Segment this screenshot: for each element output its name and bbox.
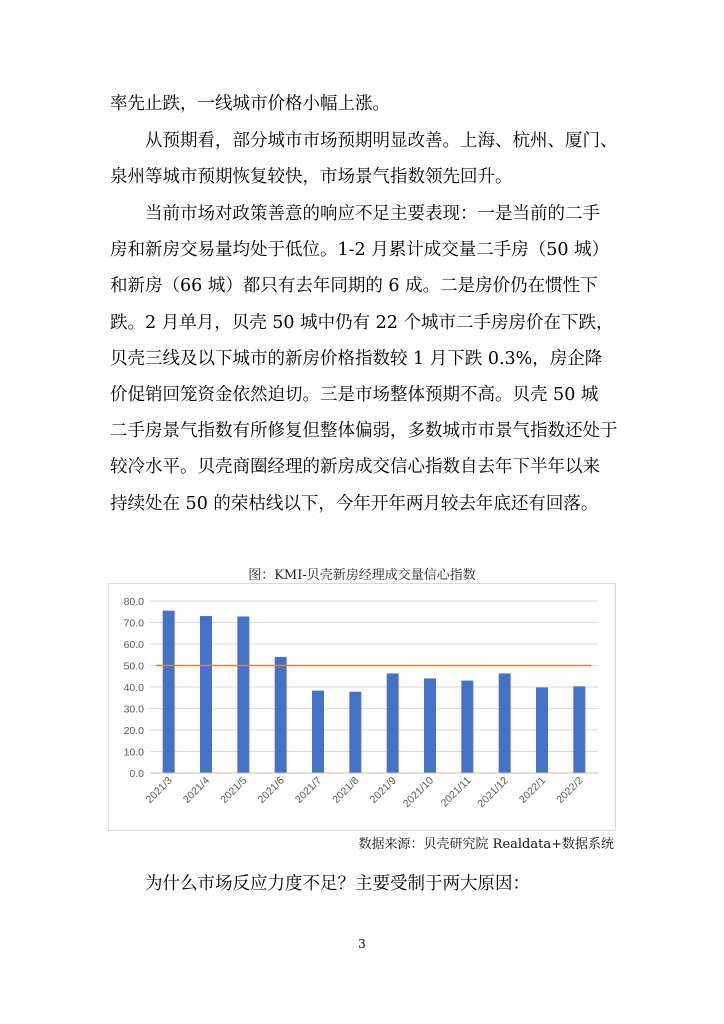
bar [312, 691, 324, 773]
bar [387, 673, 399, 773]
figure-source: 数据来源：贝壳研究院 Realdata+数据系统 [358, 837, 614, 852]
y-tick-label: 40.0 [123, 682, 144, 694]
bar [573, 686, 585, 773]
y-tick-label: 70.0 [123, 617, 144, 630]
text-line: 泉州等城市预期恢复较快，市场景气指数领先回升。 [110, 167, 513, 188]
bar [499, 673, 511, 773]
bar [163, 611, 175, 773]
bar [275, 657, 287, 773]
x-tick-label: 2021/8 [330, 774, 362, 806]
y-tick-label: 0.0 [129, 768, 144, 780]
text-line: 二手房景气指数有所修复但整体偏弱，多数城市市景气指数还处于 [110, 421, 618, 442]
bar [461, 681, 473, 773]
y-tick-label: 30.0 [123, 703, 144, 716]
text-line: 从预期看，部分城市市场预期明显改善。上海、杭州、厦门、 [110, 131, 618, 151]
x-tick-label: 2021/12 [475, 774, 511, 810]
page-number: 3 [358, 937, 366, 951]
text-line: 较冷水平。贝壳商圈经理的新房成交信心指数自去年下半年以来 [110, 457, 600, 478]
figure-caption: 图：KMI-贝壳新房经理成交量信心指数 [248, 568, 476, 583]
text-line: 当前市场对政策善意的响应不足主要表现：一是当前的二手 [110, 204, 600, 224]
text-line: 率先止跌，一线城市价格小幅上涨。 [110, 94, 390, 114]
bar [536, 687, 548, 773]
y-tick-label: 10.0 [123, 746, 144, 759]
bar-chart [108, 583, 616, 831]
text-line: 持续处在 50 的荣枯线以下，今年开年两月较去年底还有回落。 [110, 493, 599, 514]
y-tick-label: 80.0 [123, 596, 144, 608]
y-tick-label: 20.0 [123, 725, 144, 737]
paragraph-3 [110, 196, 618, 522]
bar [349, 692, 361, 773]
x-tick-label: 2021/3 [143, 774, 175, 806]
x-tick-label: 2021/4 [180, 774, 213, 806]
x-tick-label: 2021/10 [400, 774, 437, 810]
text-line: 跌。2 月单月，贝壳 50 城中仍有 22 个城市二手房房价在下跌， [110, 312, 614, 333]
paragraph-2 [110, 123, 618, 195]
x-tick-label: 2021/5 [218, 774, 250, 806]
text-line: 和新房（66 城）都只有去年同期的 6 成。二是房价仍在惯性下 [110, 276, 598, 297]
bar [424, 678, 436, 773]
bar [237, 616, 249, 773]
y-tick-label: 50.0 [123, 660, 144, 673]
paragraph-1 [110, 86, 614, 122]
chart-svg [108, 583, 616, 831]
x-tick-label: 2022/1 [516, 774, 549, 806]
x-tick-label: 2021/7 [292, 774, 325, 806]
y-tick-label: 60.0 [123, 639, 144, 651]
paragraph-4 [110, 866, 614, 902]
x-tick-label: 2021/9 [367, 774, 399, 806]
x-tick-label: 2021/11 [438, 774, 474, 810]
x-tick-label: 2021/6 [255, 774, 287, 806]
text-line: 房和新房交易量均处于低位。1-2 月累计成交量二手房（50 城） [110, 240, 610, 261]
text-line: 贝壳三线及以下城市的新房价格指数较 1 月下跌 0.3%，房企降 [110, 348, 603, 369]
bar [200, 616, 212, 773]
x-tick-label: 2022/2 [554, 774, 586, 806]
text-line: 为什么市场反应力度不足？主要受制于两大原因： [110, 874, 530, 894]
text-line: 价促销回笼资金依然迫切。三是市场整体预期不高。贝壳 50 城 [110, 385, 599, 406]
